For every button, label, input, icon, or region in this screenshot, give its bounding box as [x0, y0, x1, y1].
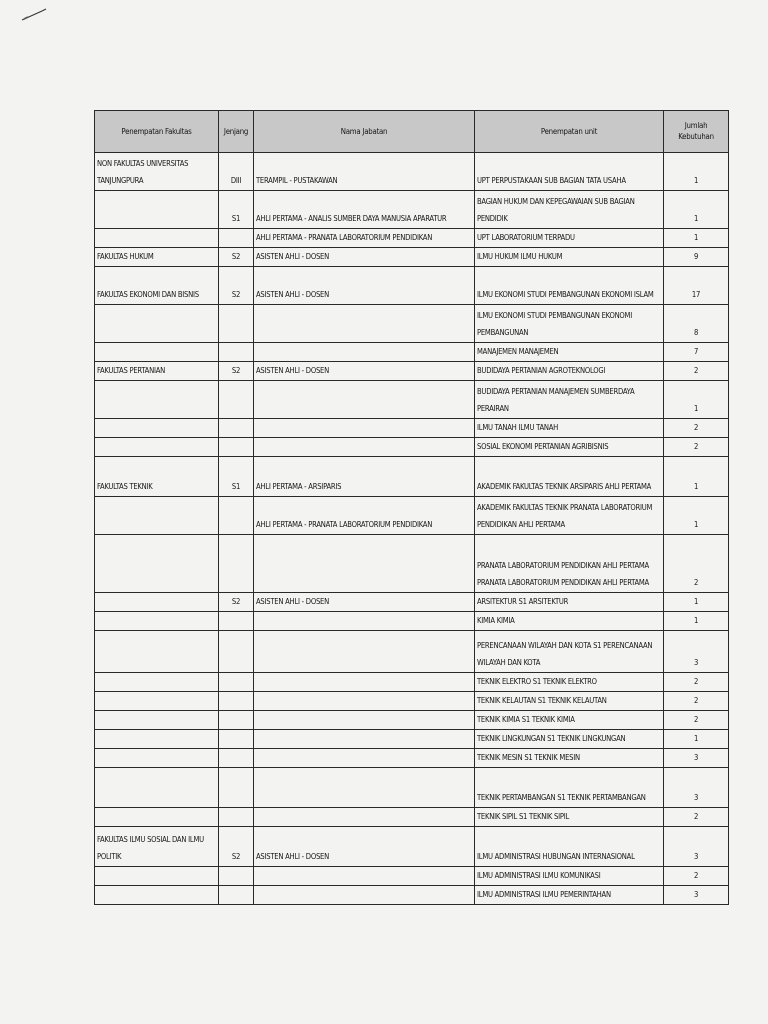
table-row	[95, 730, 729, 749]
cell-unit: ILMU EKONOMI STUDI PEMBANGUNAN EKONOMI PEMBANGUNAN	[475, 305, 664, 343]
cell-jumlah: 3	[664, 886, 729, 905]
cell-jabatan	[254, 612, 475, 631]
cell-jabatan	[254, 711, 475, 730]
table-row	[95, 497, 729, 535]
cell-jenjang: S2	[219, 827, 254, 867]
cell-unit: TEKNIK ELEKTRO S1 TEKNIK ELEKTRO	[475, 673, 664, 692]
cell-unit: ILMU HUKUM ILMU HUKUM	[475, 248, 664, 267]
cell-jenjang	[219, 229, 254, 248]
cell-jabatan: ASISTEN AHLI - DOSEN	[254, 593, 475, 612]
cell-fakultas	[95, 730, 219, 749]
cell-fakultas	[95, 593, 219, 612]
cell-fakultas	[95, 612, 219, 631]
cell-jabatan	[254, 438, 475, 457]
cell-jabatan	[254, 419, 475, 438]
cell-jumlah: 2	[664, 711, 729, 730]
cell-jumlah: 17	[664, 267, 729, 305]
cell-fakultas	[95, 497, 219, 535]
cell-jabatan: ASISTEN AHLI - DOSEN	[254, 362, 475, 381]
cell-jenjang: S2	[219, 593, 254, 612]
cell-fakultas	[95, 229, 219, 248]
cell-jabatan: TERAMPIL - PUSTAKAWAN	[254, 153, 475, 191]
cell-fakultas: FAKULTAS EKONOMI DAN BISNIS	[95, 267, 219, 305]
cell-fakultas	[95, 692, 219, 711]
cell-jumlah: 3	[664, 749, 729, 768]
cell-fakultas	[95, 535, 219, 593]
cell-jumlah: 1	[664, 497, 729, 535]
cell-unit: ILMU ADMINISTRASI ILMU PEMERINTAHAN	[475, 886, 664, 905]
table-row	[95, 749, 729, 768]
table-row	[95, 248, 729, 267]
cell-unit: TEKNIK PERTAMBANGAN S1 TEKNIK PERTAMBANGAN	[475, 768, 664, 808]
cell-unit: TEKNIK SIPIL S1 TEKNIK SIPIL	[475, 808, 664, 827]
table-row	[95, 438, 729, 457]
cell-jabatan	[254, 808, 475, 827]
cell-fakultas	[95, 711, 219, 730]
cell-fakultas	[95, 419, 219, 438]
cell-fakultas: FAKULTAS PERTANIAN	[95, 362, 219, 381]
cell-fakultas	[95, 631, 219, 673]
staffing-needs-table	[94, 110, 729, 905]
cell-jabatan	[254, 692, 475, 711]
table-row	[95, 362, 729, 381]
cell-jabatan	[254, 631, 475, 673]
header-jabatan: Nama Jabatan	[254, 111, 475, 153]
table-row	[95, 305, 729, 343]
cell-jumlah: 3	[664, 631, 729, 673]
cell-unit: ARSITEKTUR S1 ARSITEKTUR	[475, 593, 664, 612]
cell-unit: UPT LABORATORIUM TERPADU	[475, 229, 664, 248]
cell-jumlah: 3	[664, 768, 729, 808]
cell-jumlah: 7	[664, 343, 729, 362]
table-row	[95, 343, 729, 362]
document-sheet	[94, 110, 728, 905]
cell-fakultas	[95, 305, 219, 343]
cell-jenjang	[219, 631, 254, 673]
cell-jumlah: 2	[664, 535, 729, 593]
cell-jabatan: AHLI PERTAMA - ARSIPARIS	[254, 457, 475, 497]
cell-jumlah: 2	[664, 419, 729, 438]
cell-jenjang: S2	[219, 248, 254, 267]
cell-fakultas: FAKULTAS TEKNIK	[95, 457, 219, 497]
cell-unit: AKADEMIK FAKULTAS TEKNIK PRANATA LABORATORIUM PENDIDIKAN AHLI PERTAMA	[475, 497, 664, 535]
cell-fakultas	[95, 381, 219, 419]
cell-jenjang: S1	[219, 191, 254, 229]
cell-jabatan	[254, 886, 475, 905]
cell-fakultas	[95, 867, 219, 886]
cell-unit: UPT PERPUSTAKAAN SUB BAGIAN TATA USAHA	[475, 153, 664, 191]
cell-jenjang	[219, 768, 254, 808]
cell-unit: AKADEMIK FAKULTAS TEKNIK ARSIPARIS AHLI PERTAMA	[475, 457, 664, 497]
cell-jenjang	[219, 886, 254, 905]
cell-jenjang	[219, 711, 254, 730]
cell-unit: BAGIAN HUKUM DAN KEPEGAWAIAN SUB BAGIAN PENDIDIK	[475, 191, 664, 229]
cell-jenjang	[219, 749, 254, 768]
cell-jumlah: 2	[664, 808, 729, 827]
cell-jenjang: S1	[219, 457, 254, 497]
cell-jumlah: 1	[664, 229, 729, 248]
cell-jabatan	[254, 343, 475, 362]
table-body	[95, 153, 729, 905]
table-row	[95, 267, 729, 305]
cell-jenjang	[219, 419, 254, 438]
table-row	[95, 827, 729, 867]
cell-fakultas	[95, 749, 219, 768]
table-row	[95, 593, 729, 612]
cell-jumlah: 1	[664, 612, 729, 631]
cell-unit: BUDIDAYA PERTANIAN AGROTEKNOLOGI	[475, 362, 664, 381]
cell-unit: ILMU ADMINISTRASI HUBUNGAN INTERNASIONAL	[475, 827, 664, 867]
cell-jenjang: DIII	[219, 153, 254, 191]
cell-unit: TEKNIK LINGKUNGAN S1 TEKNIK LINGKUNGAN	[475, 730, 664, 749]
cell-jenjang: S2	[219, 267, 254, 305]
cell-unit: SOSIAL EKONOMI PERTANIAN AGRIBISNIS	[475, 438, 664, 457]
table-row	[95, 535, 729, 593]
cell-jumlah: 9	[664, 248, 729, 267]
table-row	[95, 768, 729, 808]
table-row	[95, 229, 729, 248]
cell-jabatan: AHLI PERTAMA - ANALIS SUMBER DAYA MANUSIA APARATUR	[254, 191, 475, 229]
cell-jabatan	[254, 768, 475, 808]
cell-jumlah: 2	[664, 867, 729, 886]
table-row	[95, 153, 729, 191]
cell-fakultas	[95, 673, 219, 692]
cell-unit: KIMIA KIMIA	[475, 612, 664, 631]
cell-jenjang: S2	[219, 362, 254, 381]
cell-fakultas	[95, 438, 219, 457]
header-jenjang: Jenjang	[219, 111, 254, 153]
table-row	[95, 631, 729, 673]
cell-jumlah: 1	[664, 191, 729, 229]
header-jumlah: Jumlah Kebutuhan	[664, 111, 729, 153]
cell-jumlah: 2	[664, 438, 729, 457]
cell-jenjang	[219, 808, 254, 827]
pen-mark	[20, 8, 50, 22]
cell-fakultas	[95, 808, 219, 827]
cell-unit: MANAJEMEN MANAJEMEN	[475, 343, 664, 362]
cell-jumlah: 1	[664, 153, 729, 191]
cell-unit: ILMU EKONOMI STUDI PEMBANGUNAN EKONOMI ISLAM	[475, 267, 664, 305]
header-unit: Penempatan unit	[475, 111, 664, 153]
cell-unit: TEKNIK MESIN S1 TEKNIK MESIN	[475, 749, 664, 768]
cell-fakultas	[95, 886, 219, 905]
cell-jabatan	[254, 749, 475, 768]
table-row	[95, 191, 729, 229]
header-fakultas: Penempatan Fakultas	[95, 111, 219, 153]
table-row	[95, 867, 729, 886]
cell-fakultas	[95, 191, 219, 229]
cell-jenjang	[219, 305, 254, 343]
cell-jabatan	[254, 673, 475, 692]
cell-jenjang	[219, 535, 254, 593]
cell-unit: TEKNIK KIMIA S1 TEKNIK KIMIA	[475, 711, 664, 730]
cell-unit: ILMU ADMINISTRASI ILMU KOMUNIKASI	[475, 867, 664, 886]
table-row	[95, 808, 729, 827]
cell-unit: BUDIDAYA PERTANIAN MANAJEMEN SUMBERDAYA PERAIRAN	[475, 381, 664, 419]
cell-jumlah: 1	[664, 457, 729, 497]
cell-jumlah: 2	[664, 692, 729, 711]
cell-jabatan	[254, 867, 475, 886]
cell-jumlah: 2	[664, 673, 729, 692]
cell-jenjang	[219, 673, 254, 692]
table-row	[95, 457, 729, 497]
cell-jumlah: 3	[664, 827, 729, 867]
cell-jenjang	[219, 381, 254, 419]
cell-fakultas: NON FAKULTAS UNIVERSITAS TANJUNGPURA	[95, 153, 219, 191]
cell-jenjang	[219, 343, 254, 362]
cell-jenjang	[219, 438, 254, 457]
cell-unit: TEKNIK KELAUTAN S1 TEKNIK KELAUTAN	[475, 692, 664, 711]
cell-jabatan: ASISTEN AHLI - DOSEN	[254, 267, 475, 305]
table-row	[95, 673, 729, 692]
cell-jumlah: 1	[664, 381, 729, 419]
cell-jabatan	[254, 381, 475, 419]
table-row	[95, 886, 729, 905]
cell-unit: PERENCANAAN WILAYAH DAN KOTA S1 PERENCANAAN WILAYAH DAN KOTA	[475, 631, 664, 673]
cell-fakultas: FAKULTAS ILMU SOSIAL DAN ILMU POLITIK	[95, 827, 219, 867]
cell-jabatan	[254, 730, 475, 749]
cell-jumlah: 2	[664, 362, 729, 381]
cell-jabatan	[254, 535, 475, 593]
table-row	[95, 692, 729, 711]
table-row	[95, 419, 729, 438]
cell-jumlah: 1	[664, 593, 729, 612]
cell-fakultas	[95, 768, 219, 808]
cell-jabatan: ASISTEN AHLI - DOSEN	[254, 248, 475, 267]
table-header-row	[95, 111, 729, 153]
cell-fakultas: FAKULTAS HUKUM	[95, 248, 219, 267]
cell-jenjang	[219, 612, 254, 631]
cell-unit: PRANATA LABORATORIUM PENDIDIKAN AHLI PERTAMA PRANATA LABORATORIUM PENDIDIKAN AHLI PERTAMA	[475, 535, 664, 593]
table-row	[95, 381, 729, 419]
cell-jabatan	[254, 305, 475, 343]
cell-unit: ILMU TANAH ILMU TANAH	[475, 419, 664, 438]
cell-jabatan: AHLI PERTAMA - PRANATA LABORATORIUM PENDIDIKAN	[254, 497, 475, 535]
table-row	[95, 612, 729, 631]
cell-jabatan: AHLI PERTAMA - PRANATA LABORATORIUM PENDIDIKAN	[254, 229, 475, 248]
cell-jumlah: 1	[664, 730, 729, 749]
cell-jenjang	[219, 730, 254, 749]
cell-jenjang	[219, 692, 254, 711]
cell-jumlah: 8	[664, 305, 729, 343]
cell-jenjang	[219, 497, 254, 535]
table-row	[95, 711, 729, 730]
cell-fakultas	[95, 343, 219, 362]
cell-jabatan: ASISTEN AHLI - DOSEN	[254, 827, 475, 867]
cell-jenjang	[219, 867, 254, 886]
